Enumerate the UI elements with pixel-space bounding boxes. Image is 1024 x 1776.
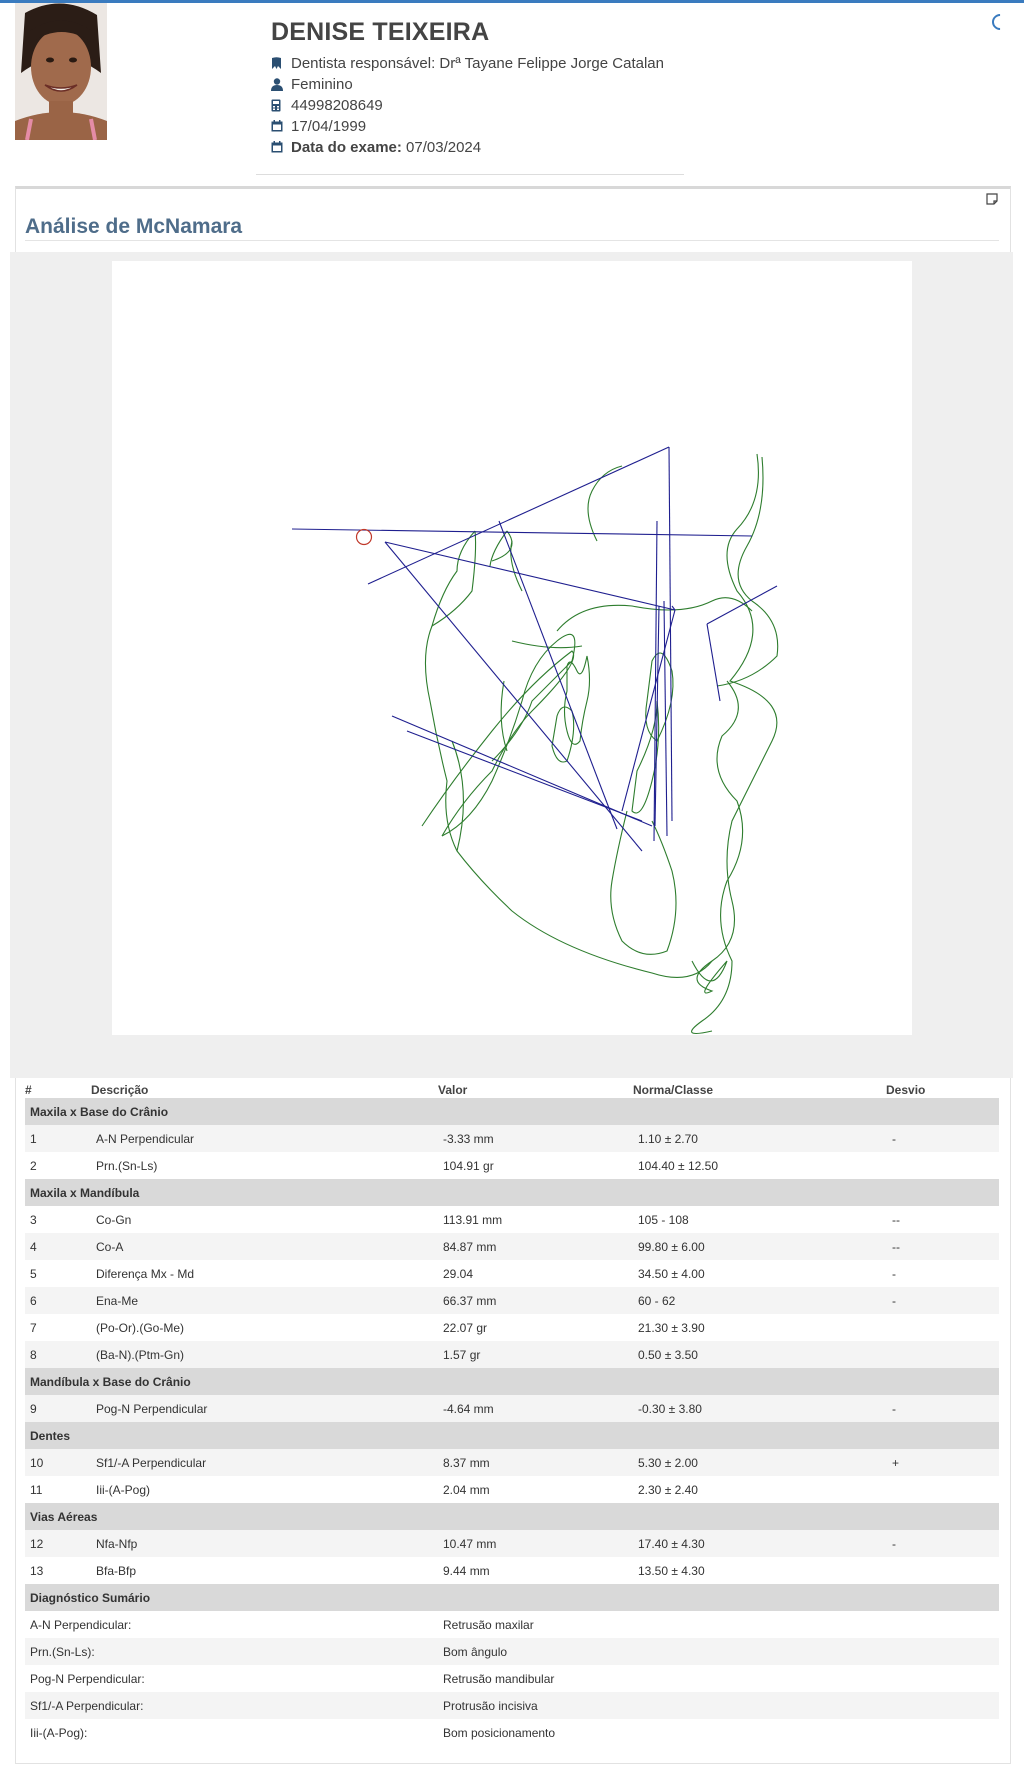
header-dev: Desvio: [886, 1083, 926, 1097]
summary-row: Pog-N Perpendicular: Retrusão mandibular: [30, 1672, 555, 1686]
exam-date-text: 07/03/2024: [406, 139, 482, 156]
header-value: Valor: [438, 1083, 468, 1097]
table-row: 2 Prn.(Sn-Ls) 104.91 gr 104.40 ± 12.50: [30, 1159, 718, 1173]
birth-date-text: 17/04/1999: [291, 118, 367, 135]
title-divider: [25, 240, 999, 241]
anatomical-tracing: [422, 454, 778, 1033]
patient-header: [271, 18, 691, 158]
table-row: 8 (Ba-N).(Ptm-Gn) 1.57 gr 0.50 ± 3.50: [25, 1341, 999, 1368]
summary-row: A-N Perpendicular: Retrusão maxilar: [30, 1618, 534, 1632]
summary-row: Prn.(Sn-Ls): Bom ângulo: [25, 1638, 999, 1665]
summary-row: Sf1/-A Perpendicular: Protrusão incisiva: [25, 1692, 999, 1719]
header-num: #: [25, 1083, 32, 1097]
tooth-icon: [271, 53, 291, 70]
exam-row: [271, 137, 691, 158]
header-norm: Norma/Classe: [633, 1083, 714, 1097]
table-row: 10 Sf1/-A Perpendicular 8.37 mm 5.30 ± 2.00 +: [25, 1449, 999, 1476]
summary-row: Iii-(A-Pog): Bom posicionamento: [30, 1726, 556, 1740]
table-row: 7 (Po-Or).(Go-Me) 22.07 gr 21.30 ± 3.90: [30, 1321, 705, 1335]
cephalometric-tracing: [112, 261, 912, 1035]
table-row: 12 Nfa-Nfp 10.47 mm 17.40 ± 4.30 -: [25, 1530, 999, 1557]
group-header: Vias Aéreas: [25, 1503, 999, 1530]
table-row: 3 Co-Gn 113.91 mm 105 - 108 --: [30, 1213, 900, 1227]
table-row: 5 Diferença Mx - Md 29.04 34.50 ± 4.00 -: [30, 1267, 896, 1281]
summary-header: Diagnóstico Sumário: [25, 1584, 999, 1611]
group-header: Dentes: [25, 1422, 999, 1449]
top-accent-bar: [0, 0, 1024, 3]
birth-row: [271, 116, 691, 137]
measurements-table: [25, 1080, 999, 1746]
phone-icon: [271, 95, 291, 112]
sex-text: Feminino: [291, 76, 353, 93]
dentist-text: Dentista responsável: Drª Tayane Felippe Jorge Catalan: [291, 55, 664, 72]
table-row: 13 Bfa-Bfp 9.44 mm 13.50 ± 4.30: [30, 1564, 705, 1578]
table-row: 9 Pog-N Perpendicular -4.64 mm -0.30 ± 3.80 -: [25, 1395, 999, 1422]
loading-spinner-icon: [989, 11, 1012, 34]
phone-row: [271, 95, 691, 116]
table-row: 11 Iii-(A-Pog) 2.04 mm 2.30 ± 2.40: [30, 1483, 698, 1497]
calendar-icon: [271, 116, 291, 132]
group-header: Maxila x Base do Crânio: [25, 1098, 999, 1125]
patient-photo: [15, 3, 107, 140]
table-header: [25, 1080, 999, 1098]
exam-date-label: Data do exame:: [291, 139, 402, 156]
header-divider: [256, 174, 684, 175]
landmark-marker: [357, 530, 372, 545]
patient-name: DENISE TEIXEIRA: [271, 18, 490, 46]
header-desc: Descrição: [91, 1083, 149, 1097]
sex-row: [271, 74, 691, 95]
user-icon: [271, 74, 291, 91]
group-header: Mandíbula x Base do Crânio: [25, 1368, 999, 1395]
group-header: Maxila x Mandíbula: [25, 1179, 999, 1206]
note-icon[interactable]: [986, 192, 998, 210]
table-row: 1 A-N Perpendicular -3.33 mm 1.10 ± 2.70 -: [25, 1125, 999, 1152]
phone-text: 44998208649: [291, 97, 383, 114]
table-row: 6 Ena-Me 66.37 mm 60 - 62 -: [25, 1287, 999, 1314]
section-title: Análise de McNamara: [25, 215, 243, 238]
table-row: 4 Co-A 84.87 mm 99.80 ± 6.00 --: [25, 1233, 999, 1260]
calendar-icon: [271, 137, 291, 153]
cephalometric-lines: [292, 447, 777, 851]
dentist-row: [271, 53, 691, 74]
